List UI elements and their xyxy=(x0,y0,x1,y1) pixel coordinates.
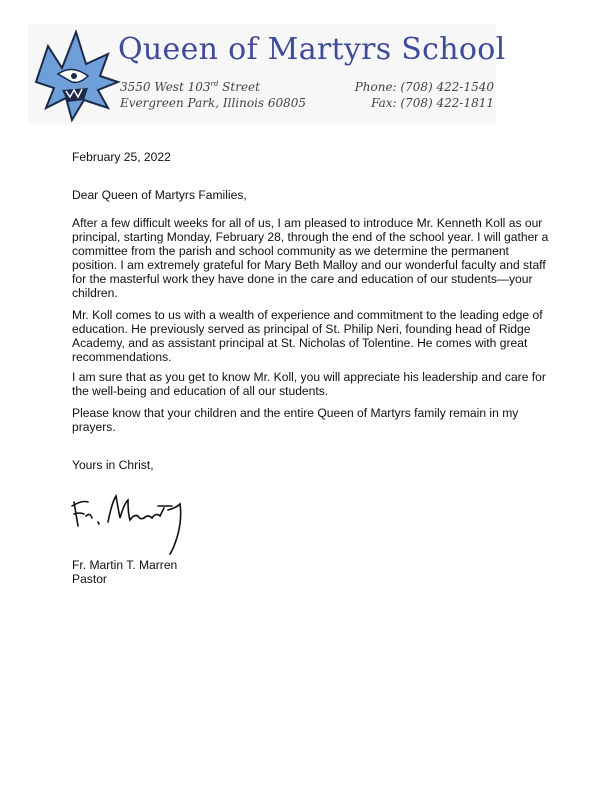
signer-name: Fr. Martin T. Marren xyxy=(72,558,178,572)
address-line-2: Evergreen Park, Illinois 60805 xyxy=(120,96,307,110)
wildcat-mascot-logo xyxy=(28,24,128,124)
signer-title: Pastor xyxy=(72,572,107,586)
body-paragraph-2: Mr. Koll comes to us with a wealth of experience and commitment to the leading edge of education. He previously served as principal of St. Philip Neri, founding head of Ridge Academy, and as assistant principal at St. Nicholas of Tolentine. He comes with great recommendations. xyxy=(72,308,543,365)
handwritten-signature xyxy=(68,488,208,558)
school-name: Queen of Martyrs School xyxy=(118,32,506,67)
body-paragraph-1: After a few difficult weeks for all of us, I am pleased to introduce Mr. Kenneth Koll as our principal, starting Monday, February 28, through the end of the school year. I will gather a committee from the parish and school community as we determine the permanent position. I am extremely grateful for Mary Beth Malloy and our wonderful faculty and staff for the masterful work they have done in the care and education of our students—your children. xyxy=(72,216,549,301)
phone-number: Phone: (708) 422-1540 xyxy=(354,80,494,94)
address-line-1: 3550 West 103rd Street xyxy=(120,80,260,94)
body-paragraph-4: Please know that your children and the entire Queen of Martyrs family remain in my prayers. xyxy=(72,406,519,435)
body-paragraph-3: I am sure that as you get to know Mr. Koll, you will appreciate his leadership and care for the well-being and education of all our students. xyxy=(72,370,546,399)
letter-greeting: Dear Queen of Martyrs Families, xyxy=(72,188,247,202)
fax-number: Fax: (708) 422-1811 xyxy=(371,96,494,110)
letter-date: February 25, 2022 xyxy=(72,150,171,164)
letter-closing: Yours in Christ, xyxy=(72,458,154,472)
letterhead xyxy=(28,24,506,124)
